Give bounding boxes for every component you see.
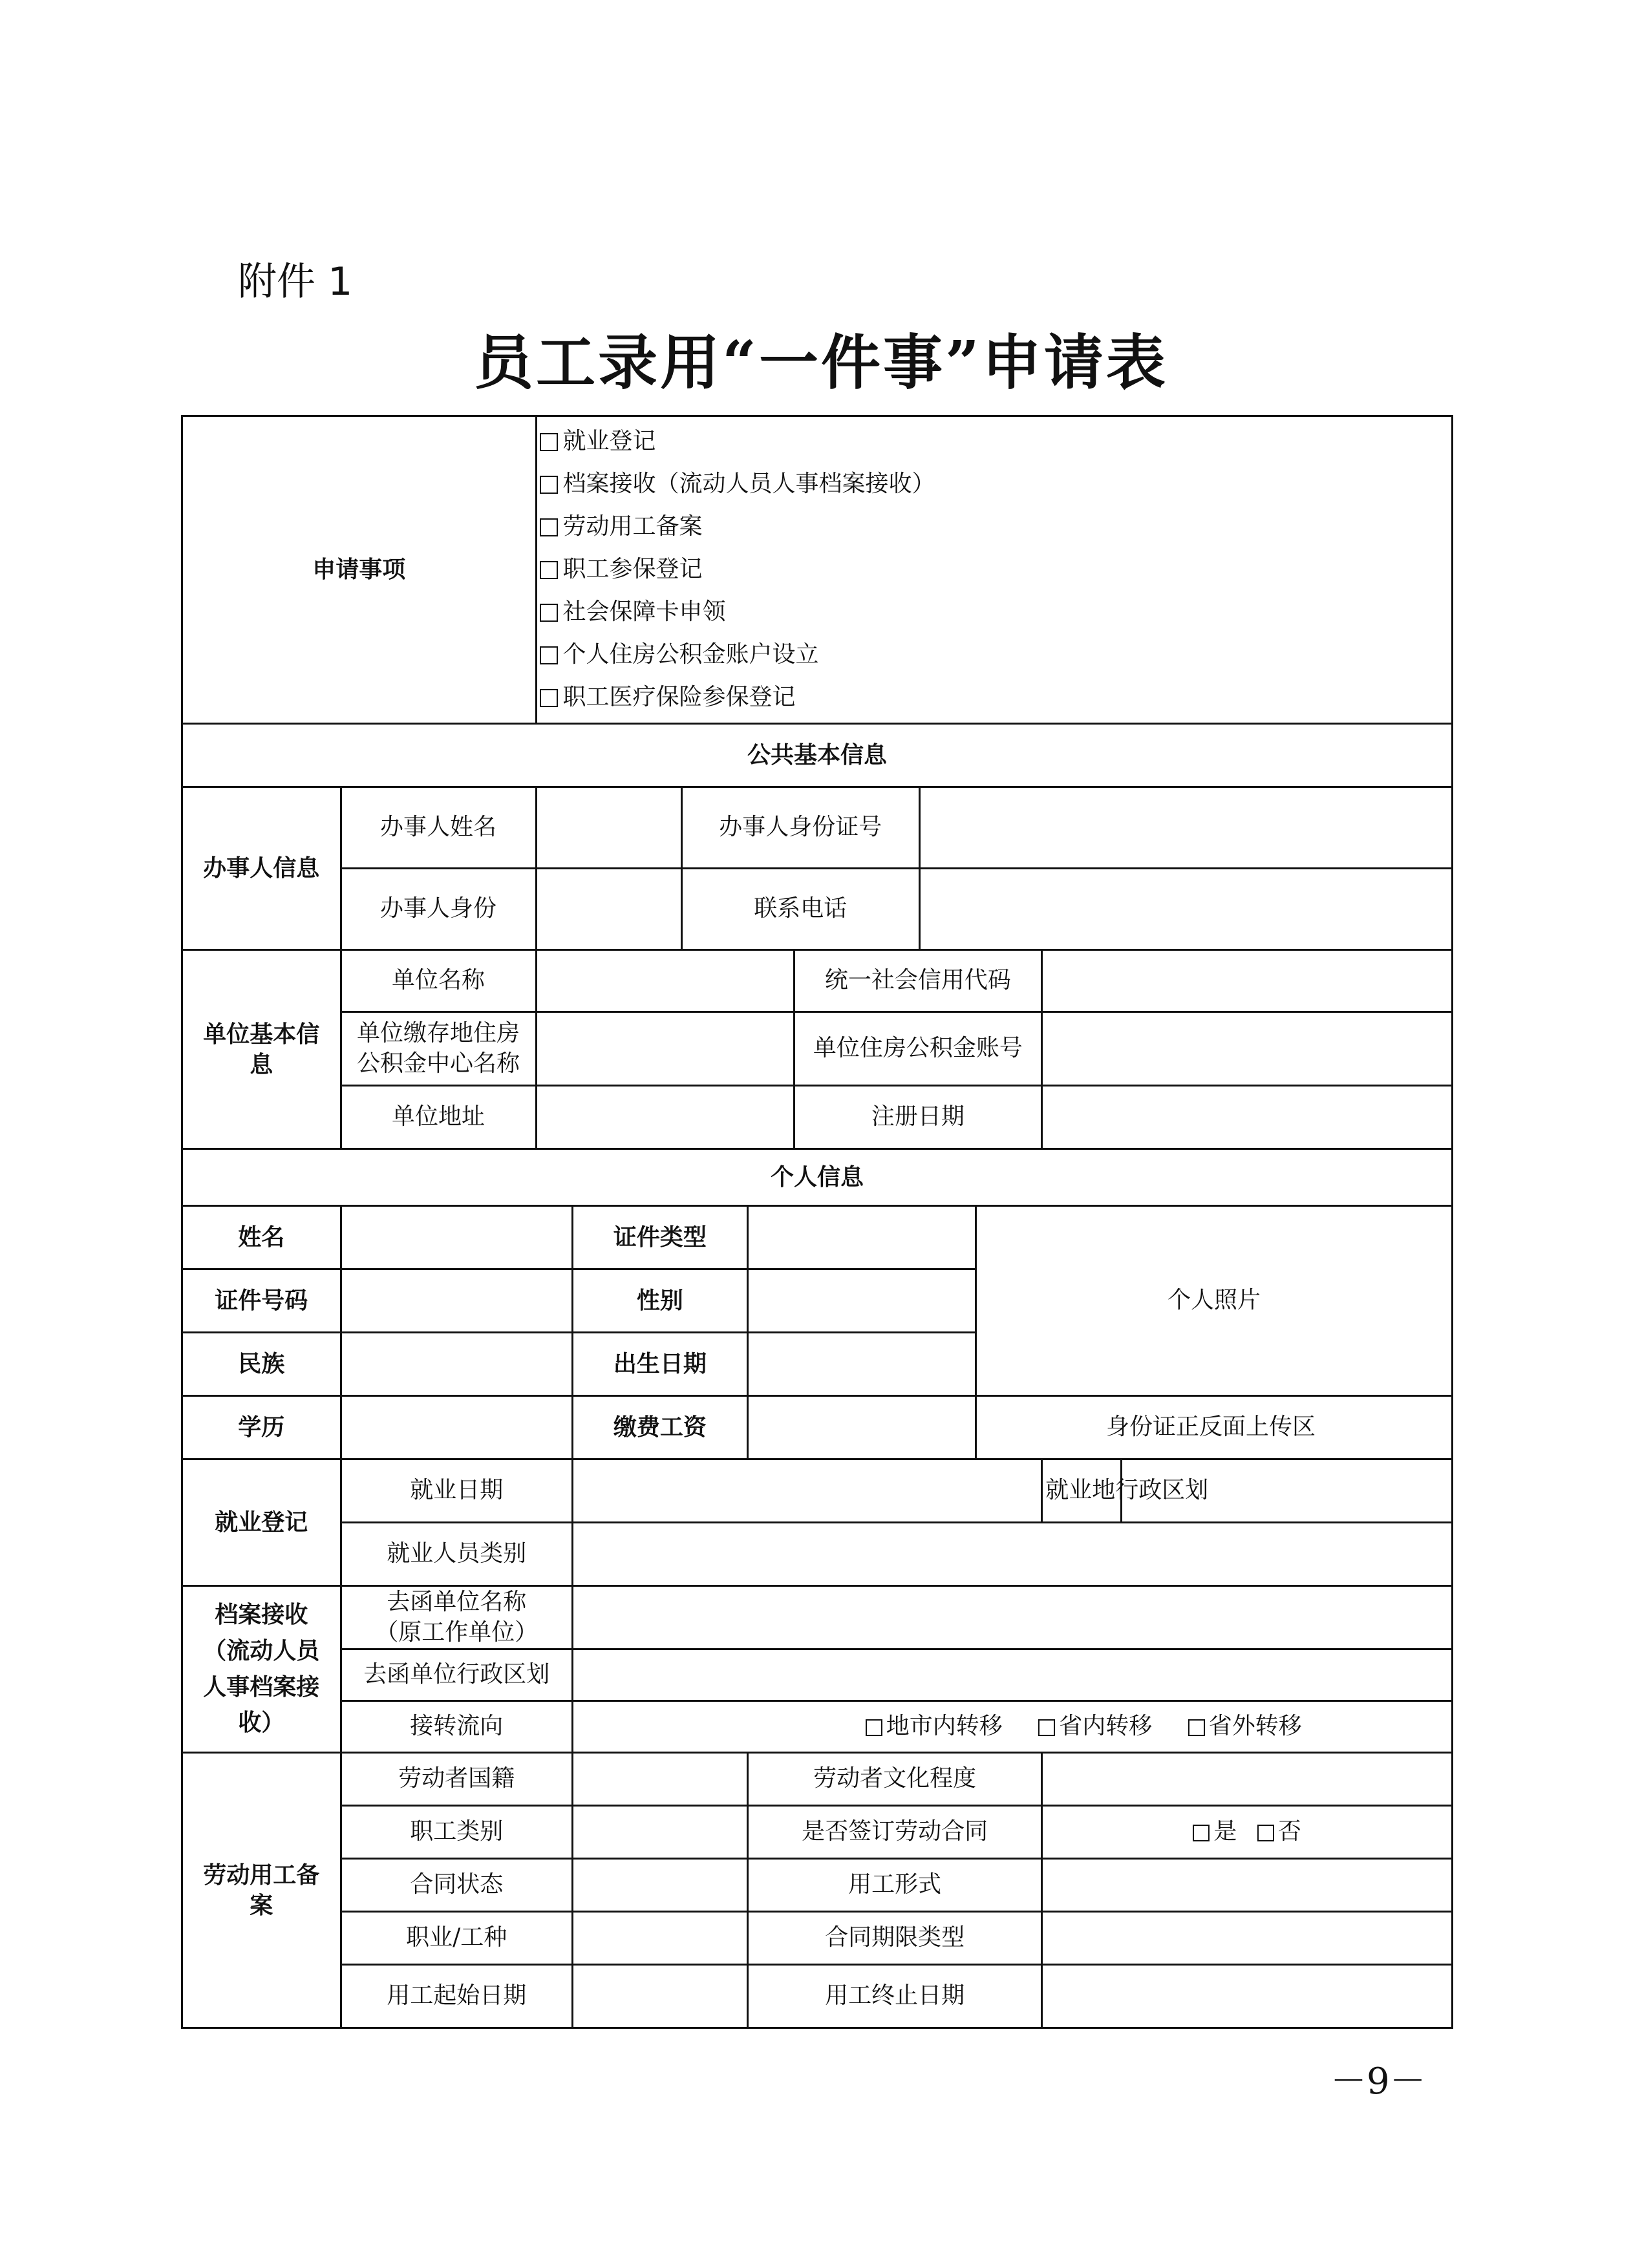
gender-input[interactable] — [747, 1269, 976, 1333]
id-type-label: 证件类型 — [572, 1206, 747, 1269]
reg-date-input[interactable] — [1042, 1086, 1453, 1149]
education-input[interactable] — [341, 1396, 572, 1459]
employee-category-label: 就业人员类别 — [341, 1523, 572, 1586]
contract-status-input[interactable] — [572, 1859, 747, 1912]
ethnicity-label: 民族 — [182, 1333, 341, 1396]
birth-date-label: 出生日期 — [572, 1333, 747, 1396]
agent-identity-input[interactable] — [536, 869, 681, 950]
credit-code-label: 统一社会信用代码 — [794, 950, 1042, 1012]
checkbox-icon — [866, 1719, 882, 1736]
item-label: 职工参保登记 — [562, 556, 703, 583]
worker-type-label: 职工类别 — [341, 1806, 572, 1859]
id-upload-area[interactable]: 身份证正反面上传区 — [976, 1396, 1452, 1459]
fund-center-label-line1: 单位缴存地住房 — [357, 1019, 520, 1046]
name-input[interactable] — [341, 1206, 572, 1269]
name-label: 姓名 — [182, 1206, 341, 1269]
agent-info-label: 办事人信息 — [182, 787, 341, 950]
fund-center-label-line2: 公积金中心名称 — [357, 1050, 520, 1077]
employment-registration-label: 就业登记 — [182, 1459, 341, 1586]
option-label: 省外转移 — [1208, 1713, 1302, 1740]
contract-signed-label: 是否签订劳动合同 — [747, 1806, 1041, 1859]
birth-date-input[interactable] — [747, 1333, 976, 1396]
checkbox-icon — [540, 476, 558, 494]
option-yes[interactable] — [1193, 1818, 1237, 1845]
labor-filing-label: 劳动用工备案 — [182, 1753, 341, 2028]
contract-signed-options — [1042, 1806, 1453, 1859]
item-label: 个人住房公积金账户设立 — [562, 641, 819, 668]
checkbox-icon — [540, 646, 558, 664]
form-title: 员工录用“一件事”申请表 — [474, 328, 1168, 397]
item-label: 劳动用工备案 — [562, 513, 703, 540]
item-label: 档案接收（流动人员人事档案接收） — [562, 471, 935, 498]
checkbox-icon — [540, 518, 558, 536]
checkbox-icon — [1257, 1825, 1274, 1841]
option-label: 否 — [1277, 1818, 1301, 1845]
agent-phone-label: 联系电话 — [681, 869, 919, 950]
agent-id-number-label: 办事人身份证号 — [681, 787, 919, 869]
employment-form-input[interactable] — [1042, 1859, 1453, 1912]
end-date-input[interactable] — [1042, 1965, 1453, 2028]
contract-term-input[interactable] — [1042, 1912, 1453, 1965]
attachment-label: 附件 1 — [238, 259, 353, 304]
id-number-label: 证件号码 — [182, 1269, 341, 1333]
unit-name-input[interactable] — [536, 950, 794, 1012]
employee-category-input[interactable] — [572, 1523, 1452, 1586]
wage-input[interactable] — [747, 1396, 976, 1459]
checkbox-labor-filing[interactable] — [540, 506, 1443, 549]
checkbox-archive-receipt[interactable] — [540, 463, 1443, 506]
origin-region-input[interactable] — [572, 1649, 1452, 1701]
education-level-label: 劳动者文化程度 — [747, 1753, 1041, 1806]
item-label: 就业登记 — [562, 428, 656, 455]
archive-receipt-label: 档案接收（流动人员人事档案接收） — [182, 1586, 341, 1753]
employment-form-label: 用工形式 — [747, 1859, 1041, 1912]
start-date-label: 用工起始日期 — [341, 1965, 572, 2028]
agent-name-input[interactable] — [536, 787, 681, 869]
transfer-direction-options — [572, 1701, 1452, 1753]
id-type-input[interactable] — [747, 1206, 976, 1269]
contract-status-label: 合同状态 — [341, 1859, 572, 1912]
fund-center-label — [341, 1012, 536, 1086]
item-label: 职工医疗保险参保登记 — [562, 684, 796, 711]
end-date-label: 用工终止日期 — [747, 1965, 1041, 2028]
option-label: 省内转移 — [1059, 1713, 1153, 1740]
checkbox-icon — [540, 689, 558, 707]
checkbox-icon — [540, 561, 558, 579]
gender-label: 性别 — [572, 1269, 747, 1333]
item-label: 社会保障卡申领 — [562, 599, 726, 626]
occupation-label: 职业/工种 — [341, 1912, 572, 1965]
checkbox-medical-insurance[interactable] — [540, 677, 1443, 719]
origin-unit-label-line2: （原工作单位） — [375, 1618, 538, 1646]
checkbox-insurance-registration[interactable] — [540, 549, 1443, 591]
option-intra-city[interactable] — [866, 1713, 1003, 1739]
application-items-row — [182, 416, 1453, 724]
agent-phone-input[interactable] — [919, 869, 1452, 950]
start-date-input[interactable] — [572, 1965, 747, 2028]
unit-address-label: 单位地址 — [341, 1086, 536, 1149]
agent-name-label: 办事人姓名 — [341, 787, 536, 869]
employment-date-input[interactable] — [572, 1459, 1042, 1523]
occupation-input[interactable] — [572, 1912, 747, 1965]
origin-unit-input[interactable] — [572, 1586, 1452, 1649]
ethnicity-input[interactable] — [341, 1333, 572, 1396]
option-label: 是 — [1213, 1818, 1237, 1845]
employment-region-label: 就业地行政区划 — [1042, 1459, 1122, 1523]
agent-identity-label: 办事人身份 — [341, 869, 536, 950]
checkbox-icon — [1188, 1719, 1205, 1736]
checkbox-icon — [540, 604, 558, 622]
option-no[interactable] — [1257, 1818, 1301, 1845]
fund-account-label: 单位住房公积金账号 — [794, 1012, 1042, 1086]
unit-info-label: 单位基本信息 — [182, 950, 341, 1149]
checkbox-housing-fund-account[interactable] — [540, 634, 1443, 677]
option-inter-province[interactable] — [1188, 1713, 1302, 1739]
wage-label: 缴费工资 — [572, 1396, 747, 1459]
fund-account-input[interactable] — [1042, 1012, 1453, 1086]
checkbox-employment-registration[interactable] — [540, 421, 1443, 463]
origin-unit-label — [341, 1586, 572, 1649]
education-level-input[interactable] — [1042, 1753, 1453, 1806]
application-label: 申请事项 — [182, 416, 537, 724]
nationality-label: 劳动者国籍 — [341, 1753, 572, 1806]
checkbox-icon — [1193, 1825, 1210, 1841]
photo-area[interactable]: 个人照片 — [976, 1206, 1452, 1396]
page-number: －9－ — [1330, 2061, 1426, 2103]
option-intra-province[interactable] — [1038, 1713, 1152, 1739]
contract-term-label: 合同期限类型 — [747, 1912, 1041, 1965]
unit-name-label: 单位名称 — [341, 950, 536, 1012]
checkbox-social-security-card[interactable] — [540, 591, 1443, 634]
application-items-cell — [536, 416, 1453, 724]
education-label: 学历 — [182, 1396, 341, 1459]
unit-address-input[interactable] — [536, 1086, 794, 1149]
application-form-table — [181, 415, 1453, 2029]
employment-date-label: 就业日期 — [341, 1459, 572, 1523]
fund-center-input[interactable] — [536, 1012, 794, 1086]
personal-info-heading: 个人信息 — [182, 1149, 1453, 1206]
origin-unit-label-line1: 去函单位名称 — [387, 1588, 527, 1615]
reg-date-label: 注册日期 — [794, 1086, 1042, 1149]
transfer-direction-label: 接转流向 — [341, 1701, 572, 1753]
agent-id-number-input[interactable] — [919, 787, 1452, 869]
worker-type-input[interactable] — [572, 1806, 747, 1859]
id-number-input[interactable] — [341, 1269, 572, 1333]
checkbox-icon — [540, 433, 558, 451]
nationality-input[interactable] — [572, 1753, 747, 1806]
checkbox-icon — [1038, 1719, 1055, 1736]
origin-region-label: 去函单位行政区划 — [341, 1649, 572, 1701]
public-info-heading: 公共基本信息 — [182, 724, 1453, 787]
option-label: 地市内转移 — [886, 1713, 1003, 1740]
credit-code-input[interactable] — [1042, 950, 1453, 1012]
